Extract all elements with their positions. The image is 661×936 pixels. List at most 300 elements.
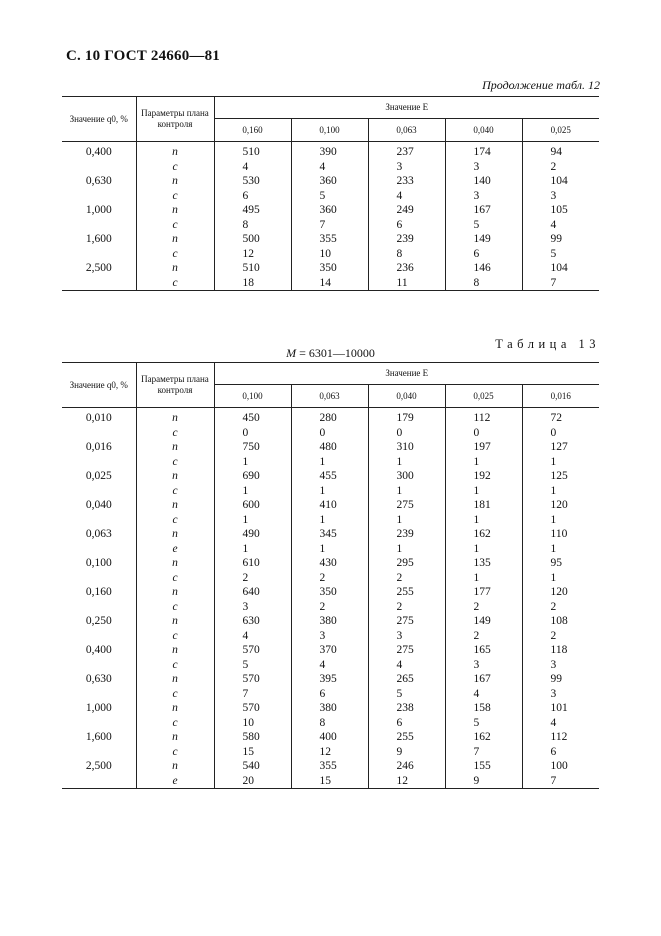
value-cell: 4 [550,218,557,231]
q0-cell [62,160,136,175]
value-cell: 2 [214,571,291,586]
table-row [62,247,599,262]
value-cell: 5 [291,189,368,204]
q0-cell [62,600,136,615]
q0-cell [62,745,136,760]
value-cell: 630 [214,614,291,629]
value-cell: 162 [445,730,522,745]
value-cell: 410 [291,498,368,513]
e-value-header: 0,040 [368,385,445,408]
value-cell: 7 [550,276,557,289]
param-cell: n [136,556,214,571]
table-row [62,643,599,658]
param-cell: n [136,261,214,276]
value-cell: 197 [445,440,522,455]
value-cell: 110 [550,528,568,540]
q0-cell: 1,600 [62,232,136,247]
value-cell: 360 [291,174,368,189]
value-cell: 275 [368,498,445,513]
q0-cell: 0,040 [62,498,136,513]
value-cell: 6 [214,189,291,204]
value-cell: 510 [214,142,291,160]
table-row [62,527,599,542]
value-cell: 455 [291,469,368,484]
value-cell: 1 [291,513,368,528]
table-row [62,174,599,189]
table-row [62,687,599,702]
value-cell: 1 [550,484,557,497]
value-cell: 8 [291,716,368,731]
value-cell: 167 [445,203,522,218]
value-cell: 3 [291,629,368,644]
value-cell: 6 [445,247,522,262]
table-row [62,716,599,731]
table-row [62,672,599,687]
value-cell: 99 [550,233,562,245]
value-cell: 1 [291,542,368,557]
table-row [62,440,599,455]
q0-cell [62,276,136,291]
param-cell: n [136,408,214,426]
value-cell: 495 [214,203,291,218]
value-cell: 580 [214,730,291,745]
value-cell: 1 [368,455,445,470]
value-cell: 3 [550,658,557,671]
q0-cell [62,484,136,499]
value-cell: 355 [291,759,368,774]
value-cell: 95 [550,557,562,569]
q0-cell: 0,400 [62,142,136,160]
e-value-header: 0,040 [445,119,522,142]
value-cell: 127 [550,441,568,453]
q0-cell [62,426,136,441]
value-cell: 275 [368,643,445,658]
value-cell: 310 [368,440,445,455]
q0-cell: 0,010 [62,408,136,426]
param-cell: n [136,498,214,513]
value-cell: 6 [368,716,445,731]
q0-cell [62,189,136,204]
value-cell: 500 [214,232,291,247]
param-cell: c [136,745,214,760]
value-cell: 1 [445,542,522,557]
param-cell: c [136,276,214,291]
value-cell: 2 [550,160,557,173]
value-cell: 510 [214,261,291,276]
table-13-subtitle [0,346,661,361]
q0-cell [62,571,136,586]
value-cell: 104 [550,262,568,274]
q0-cell [62,774,136,789]
value-cell: 1 [550,542,557,555]
q0-cell: 0,160 [62,585,136,600]
value-cell: 101 [550,702,568,714]
q0-cell: 0,250 [62,614,136,629]
value-cell: 155 [445,759,522,774]
subtitle-range: = 6301—10000 [296,346,375,360]
value-cell: 120 [550,586,568,598]
value-cell: 2 [550,600,557,613]
value-cell: 1 [291,484,368,499]
value-cell: 7 [291,218,368,233]
value-cell: 7 [550,774,557,787]
value-cell: 750 [214,440,291,455]
value-cell: 355 [291,232,368,247]
value-cell: 2 [291,600,368,615]
table-row [62,585,599,600]
param-cell: n [136,730,214,745]
param-cell: n [136,440,214,455]
value-cell: 100 [550,760,568,772]
value-cell: 2 [550,629,557,642]
value-cell: 146 [445,261,522,276]
q0-cell [62,658,136,673]
e-value-header: 0,025 [522,119,599,142]
value-cell: 8 [214,218,291,233]
value-cell: 0 [214,426,291,441]
value-cell: 3 [368,629,445,644]
param-cell: n [136,142,214,160]
param-cell: c [136,629,214,644]
param-cell: n [136,469,214,484]
value-cell: 108 [550,615,568,627]
value-cell: 450 [214,408,291,426]
value-cell: 249 [368,203,445,218]
value-cell: 4 [214,160,291,175]
param-cell: c [136,160,214,175]
value-cell: 345 [291,527,368,542]
q0-cell [62,455,136,470]
value-cell: 380 [291,701,368,716]
param-cell: c [136,247,214,262]
table-row [62,484,599,499]
value-cell: 6 [368,218,445,233]
value-cell: 275 [368,614,445,629]
value-cell: 1 [445,571,522,586]
table-row [62,232,599,247]
value-cell: 162 [445,527,522,542]
value-cell: 390 [291,142,368,160]
value-cell: 380 [291,614,368,629]
q0-cell: 1,000 [62,203,136,218]
value-cell: 1 [445,484,522,499]
value-cell: 149 [445,232,522,247]
q0-cell: 0,100 [62,556,136,571]
continuation-label: Продолжение табл. 12 [482,78,600,92]
value-cell: 6 [550,745,557,758]
value-cell: 181 [445,498,522,513]
value-cell: 370 [291,643,368,658]
value-cell: 177 [445,585,522,600]
value-cell: 4 [368,189,445,204]
value-cell: 1 [214,455,291,470]
value-cell: 600 [214,498,291,513]
table-row [62,455,599,470]
e-value-header: 0,160 [214,119,291,142]
value-cell: 4 [550,716,557,729]
value-cell: 3 [445,658,522,673]
q0-cell: 1,600 [62,730,136,745]
value-cell: 5 [445,218,522,233]
value-cell: 8 [368,247,445,262]
value-cell: 4 [368,658,445,673]
table-row [62,759,599,774]
value-cell: 2 [368,600,445,615]
value-cell: 158 [445,701,522,716]
value-cell: 5 [445,716,522,731]
value-cell: 5 [550,247,557,260]
table-row [62,498,599,513]
value-cell: 300 [368,469,445,484]
table-row [62,730,599,745]
value-cell: 430 [291,556,368,571]
table-row [62,142,599,160]
value-cell: 255 [368,585,445,600]
value-cell: 239 [368,527,445,542]
table-row [62,600,599,615]
param-cell: c [136,600,214,615]
e-header: Значение E [214,97,599,119]
table-13-title: Таблица 13 [495,337,600,351]
q0-cell: 0,025 [62,469,136,484]
table-row [62,701,599,716]
value-cell: 14 [291,276,368,291]
value-cell: 1 [368,513,445,528]
table-row [62,160,599,175]
q0-cell: 0,063 [62,527,136,542]
table-row [62,542,599,557]
param-cell: n [136,672,214,687]
value-cell: 4 [445,687,522,702]
table-row [62,658,599,673]
value-cell: 1 [550,571,557,584]
value-cell: 3 [445,160,522,175]
value-cell: 236 [368,261,445,276]
value-cell: 1 [445,513,522,528]
param-cell: n [136,585,214,600]
value-cell: 12 [368,774,445,789]
subtitle-variable: M [286,346,297,360]
value-cell: 12 [291,745,368,760]
param-cell: e [136,542,214,557]
value-cell: 400 [291,730,368,745]
params-header: Параметры плана контроля [136,363,214,408]
table-row [62,203,599,218]
value-cell: 149 [445,614,522,629]
value-cell: 4 [291,658,368,673]
param-cell: n [136,759,214,774]
value-cell: 0 [445,426,522,441]
value-cell: 350 [291,261,368,276]
value-cell: 4 [214,629,291,644]
table-row [62,426,599,441]
value-cell: 11 [368,276,445,291]
q0-cell [62,687,136,702]
q0-cell [62,716,136,731]
page-header: С. 10 ГОСТ 24660—81 [66,48,220,64]
e-value-header: 0,100 [291,119,368,142]
value-cell: 7 [445,745,522,760]
param-cell: c [136,658,214,673]
value-cell: 570 [214,672,291,687]
q0-cell [62,542,136,557]
value-cell: 167 [445,672,522,687]
e-value-header: 0,025 [445,385,522,408]
param-cell: n [136,643,214,658]
value-cell: 1 [291,455,368,470]
value-cell: 120 [550,499,568,511]
value-cell: 233 [368,174,445,189]
table-13-body [62,408,599,789]
value-cell: 105 [550,204,568,216]
value-cell: 9 [445,774,522,789]
value-cell: 5 [214,658,291,673]
value-cell: 112 [550,731,568,743]
value-cell: 20 [214,774,291,789]
table-13 [62,362,599,789]
param-cell: n [136,614,214,629]
value-cell: 1 [368,484,445,499]
value-cell: 135 [445,556,522,571]
q0-cell: 0,630 [62,174,136,189]
value-cell: 0 [291,426,368,441]
value-cell: 239 [368,232,445,247]
value-cell: 179 [368,408,445,426]
value-cell: 2 [368,571,445,586]
value-cell: 1 [214,484,291,499]
value-cell: 72 [550,412,562,424]
table-row [62,745,599,760]
value-cell: 2 [291,571,368,586]
value-cell: 99 [550,673,562,685]
param-cell: c [136,484,214,499]
table-12-body [62,142,599,291]
param-cell: e [136,774,214,789]
param-cell: c [136,218,214,233]
e-value-header: 0,063 [368,119,445,142]
param-cell: c [136,455,214,470]
table-row [62,774,599,789]
value-cell: 1 [445,455,522,470]
q0-cell: 0,400 [62,643,136,658]
table-12 [62,96,599,291]
value-cell: 350 [291,585,368,600]
value-cell: 6 [291,687,368,702]
value-cell: 2 [445,600,522,615]
value-cell: 237 [368,142,445,160]
param-cell: c [136,426,214,441]
param-cell: n [136,203,214,218]
value-cell: 15 [291,774,368,789]
value-cell: 165 [445,643,522,658]
table-row [62,218,599,233]
value-cell: 140 [445,174,522,189]
value-cell: 125 [550,470,568,482]
value-cell: 174 [445,142,522,160]
param-cell: c [136,716,214,731]
value-cell: 480 [291,440,368,455]
param-cell: c [136,513,214,528]
table-row [62,629,599,644]
param-cell: n [136,232,214,247]
value-cell: 192 [445,469,522,484]
value-cell: 3 [214,600,291,615]
value-cell: 530 [214,174,291,189]
value-cell: 0 [550,426,557,439]
value-cell: 1 [214,542,291,557]
table-row [62,513,599,528]
value-cell: 570 [214,643,291,658]
value-cell: 118 [550,644,568,656]
param-cell: n [136,174,214,189]
value-cell: 280 [291,408,368,426]
value-cell: 265 [368,672,445,687]
value-cell: 10 [291,247,368,262]
param-cell: n [136,527,214,542]
value-cell: 2 [445,629,522,644]
param-cell: c [136,571,214,586]
q0-header: Значение q0, % [62,363,136,408]
value-cell: 255 [368,730,445,745]
value-cell: 9 [368,745,445,760]
value-cell: 1 [214,513,291,528]
value-cell: 360 [291,203,368,218]
q0-cell: 2,500 [62,261,136,276]
value-cell: 3 [550,687,557,700]
q0-cell: 0,016 [62,440,136,455]
value-cell: 1 [550,455,557,468]
value-cell: 10 [214,716,291,731]
q0-cell: 2,500 [62,759,136,774]
value-cell: 4 [291,160,368,175]
value-cell: 690 [214,469,291,484]
q0-cell: 0,630 [62,672,136,687]
value-cell: 1 [368,542,445,557]
value-cell: 7 [214,687,291,702]
value-cell: 104 [550,175,568,187]
param-cell: c [136,189,214,204]
table-row [62,408,599,426]
params-header: Параметры плана контроля [136,97,214,142]
value-cell: 640 [214,585,291,600]
value-cell: 3 [445,189,522,204]
value-cell: 3 [368,160,445,175]
q0-cell [62,218,136,233]
value-cell: 295 [368,556,445,571]
value-cell: 490 [214,527,291,542]
value-cell: 395 [291,672,368,687]
value-cell: 94 [550,146,562,158]
value-cell: 1 [550,513,557,526]
value-cell: 246 [368,759,445,774]
param-cell: n [136,701,214,716]
table-row [62,189,599,204]
value-cell: 15 [214,745,291,760]
e-value-header: 0,063 [291,385,368,408]
table-row [62,556,599,571]
param-cell: c [136,687,214,702]
value-cell: 238 [368,701,445,716]
table-row [62,614,599,629]
value-cell: 18 [214,276,291,291]
value-cell: 8 [445,276,522,291]
value-cell: 0 [368,426,445,441]
e-value-header: 0,016 [522,385,599,408]
q0-header: Значение q0, % [62,97,136,142]
value-cell: 5 [368,687,445,702]
value-cell: 112 [445,408,522,426]
q0-cell: 1,000 [62,701,136,716]
